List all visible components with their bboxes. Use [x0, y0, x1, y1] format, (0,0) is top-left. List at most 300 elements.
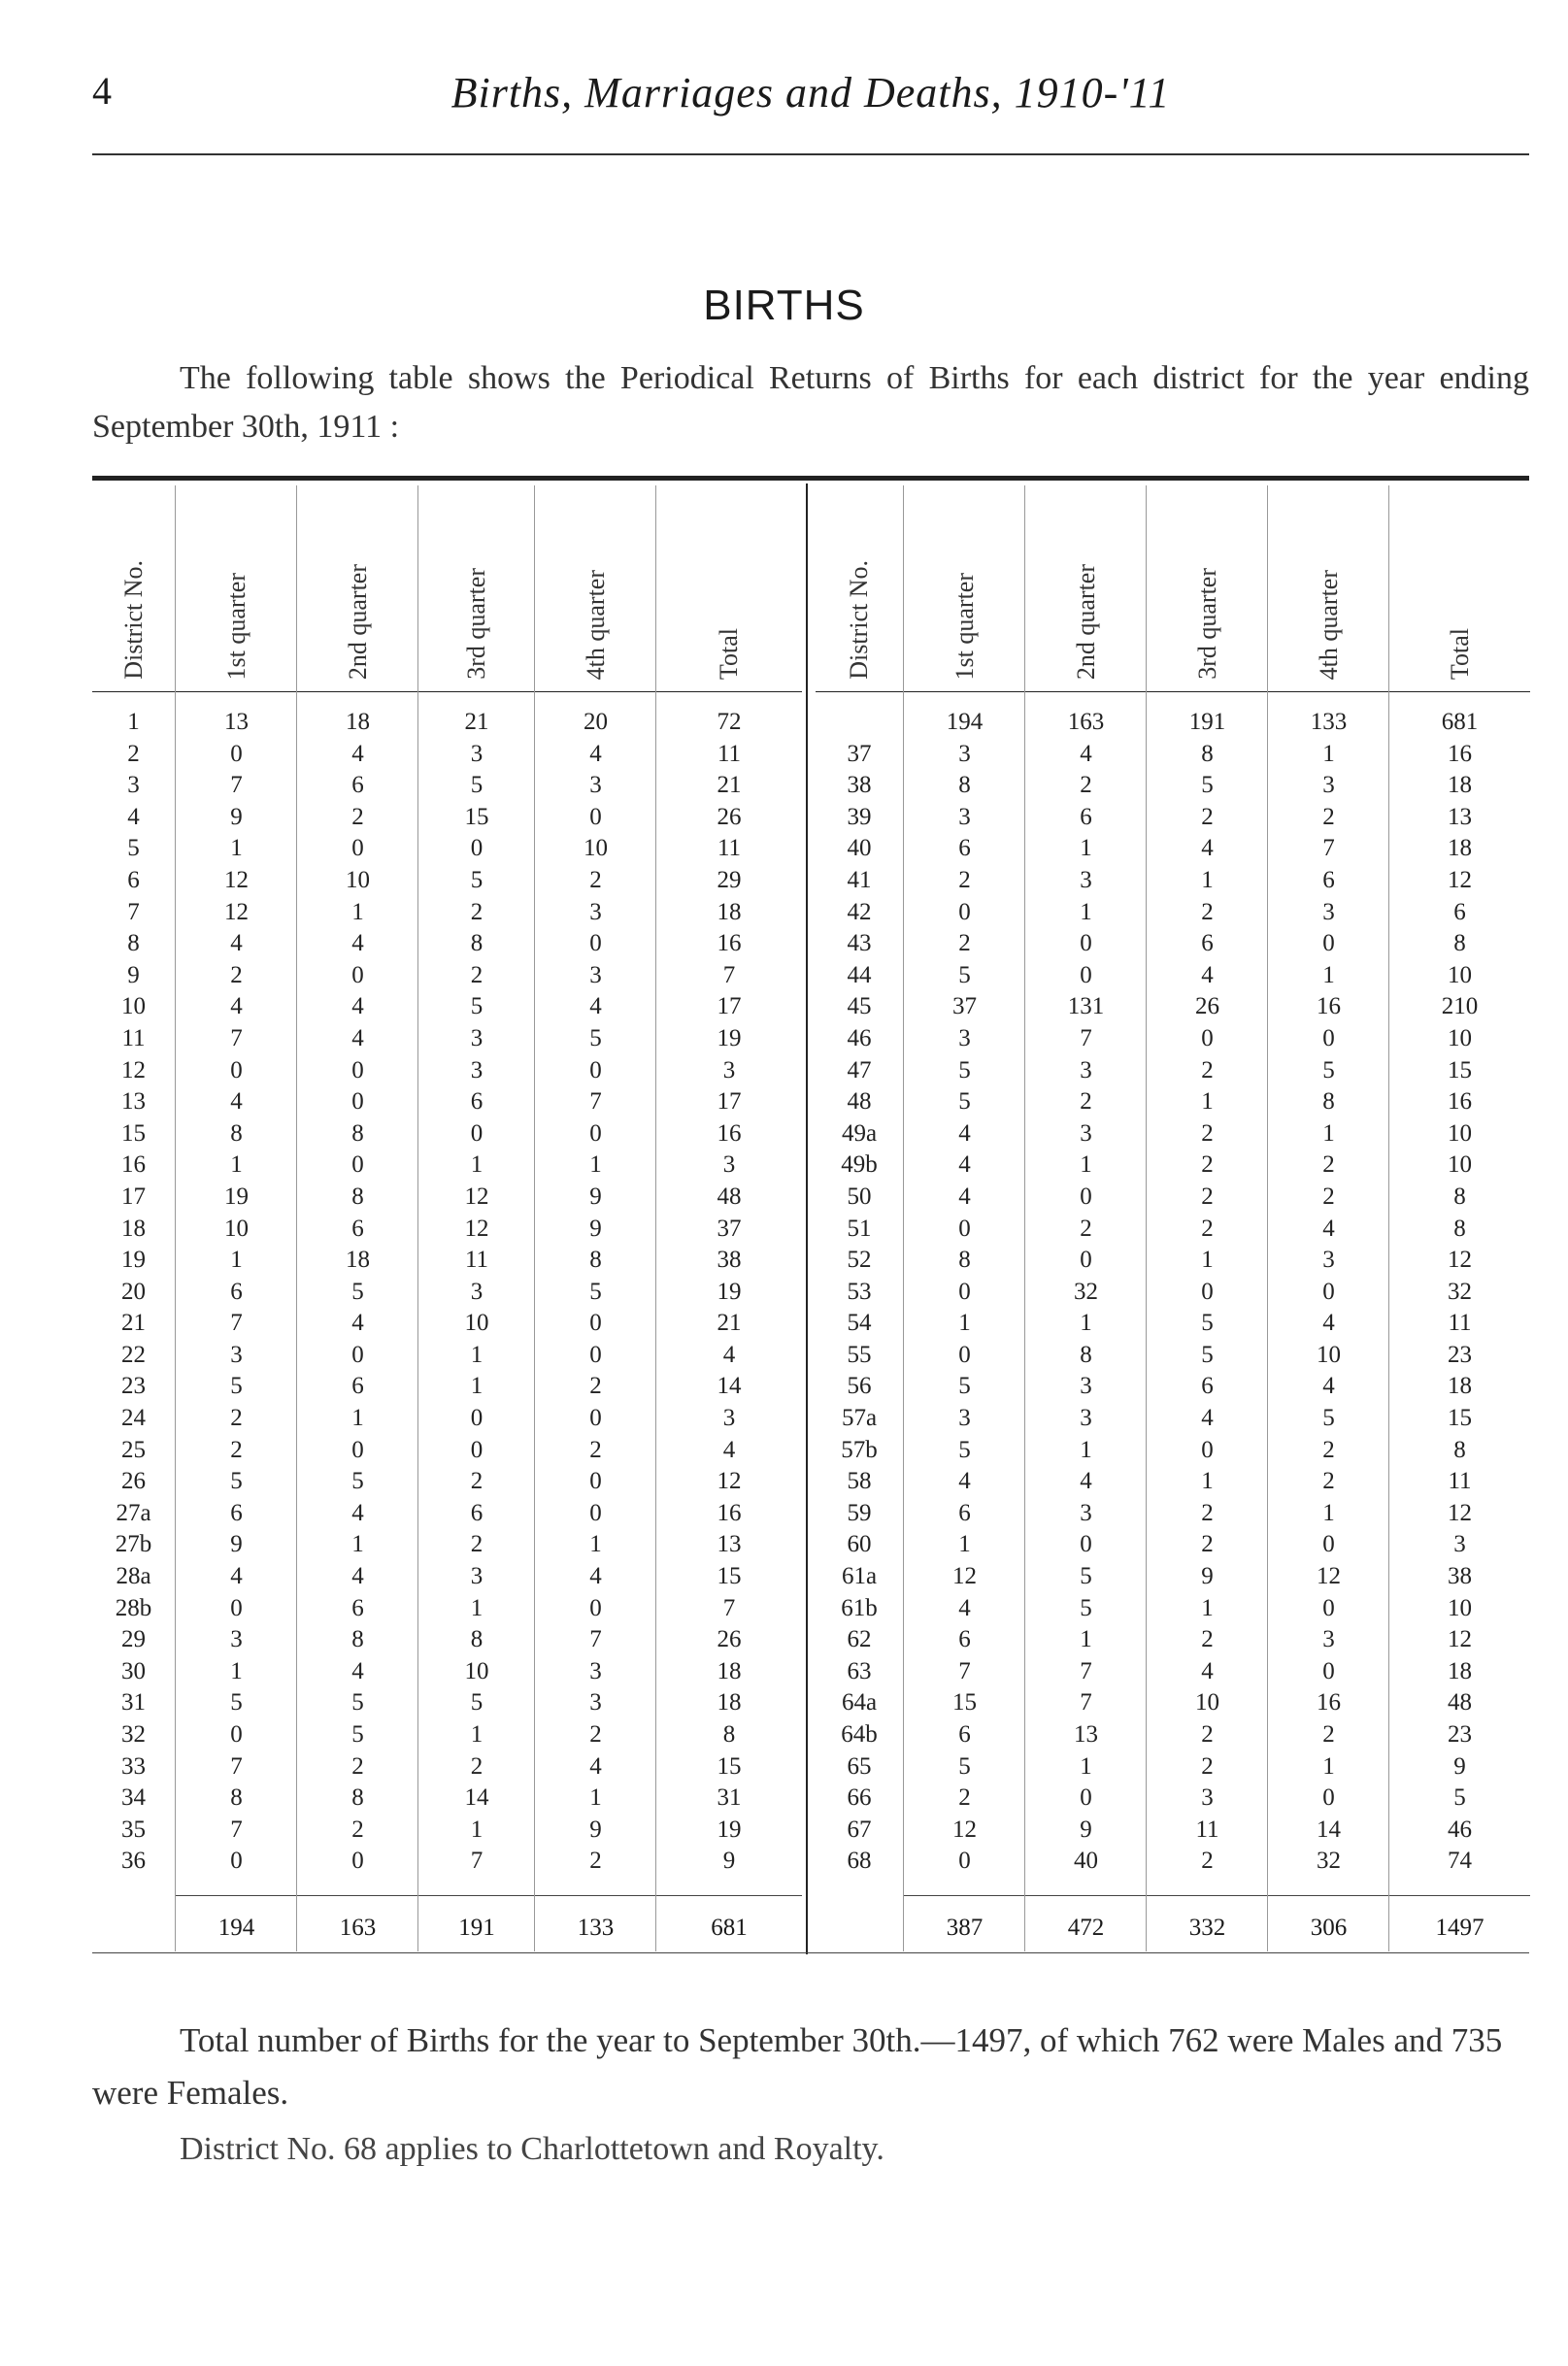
column-left-q1: [175, 485, 297, 1951]
table-cell: 3: [589, 898, 602, 925]
table-cell: 2: [470, 898, 484, 925]
table-cell: 16: [717, 930, 742, 957]
table-cell: 1: [470, 1816, 484, 1843]
column-cells: [176, 707, 297, 1878]
table-cell: 5: [230, 1373, 243, 1400]
table-cell: 2: [589, 1721, 602, 1748]
table-cell: 11: [121, 1024, 146, 1051]
table-cell: 16: [1448, 740, 1472, 767]
table-cell: 7: [589, 1088, 602, 1116]
table-cell: 8: [470, 930, 484, 957]
table-cell: 5: [351, 1278, 364, 1305]
table-cell: 2: [1322, 1151, 1335, 1179]
table-cell: 3: [958, 803, 971, 830]
table-cell: 5: [230, 1468, 243, 1495]
table-cell: 5: [1453, 1784, 1466, 1812]
table-cell: 0: [351, 1056, 364, 1083]
table-cell: 5: [1201, 1310, 1214, 1337]
table-cell: 681: [1441, 709, 1479, 735]
table-cell: 26: [121, 1468, 146, 1495]
table-cell: 3: [1322, 898, 1335, 925]
total-rule: [418, 1895, 535, 1896]
table-cell: 15: [952, 1689, 977, 1716]
table-cell: 32: [1448, 1278, 1472, 1305]
table-cell: 0: [1080, 1183, 1092, 1210]
table-cell: 2: [230, 961, 243, 988]
table-cell: 48: [1448, 1689, 1472, 1716]
table-cell: 9: [230, 803, 243, 830]
table-cell: 4: [1201, 961, 1214, 988]
table-cell: 3: [722, 1151, 736, 1179]
table-cell: 10: [1317, 1341, 1341, 1368]
table-cell: 18: [717, 898, 742, 925]
column-total: 472: [1067, 1915, 1105, 1941]
table-cell: 46: [847, 1024, 872, 1051]
column-header-label: District No.: [845, 560, 873, 680]
table-cell: 37: [717, 1215, 742, 1242]
table-cell: 4: [351, 1310, 364, 1337]
table-cell: 29: [121, 1626, 146, 1653]
table-cell: 6: [1201, 1373, 1214, 1400]
header-rule: [297, 691, 418, 692]
table-cell: 0: [351, 1341, 364, 1368]
table-cell: 48: [847, 1088, 872, 1116]
column-cells: [656, 707, 802, 1878]
table-cell: 4: [589, 993, 602, 1020]
table-cell: 4: [230, 1563, 243, 1590]
column-cells: [418, 707, 535, 1878]
column-left-q2: [296, 485, 418, 1951]
table-cell: 5: [958, 1373, 971, 1400]
header-rule: [1268, 691, 1389, 692]
table-cell: 15: [121, 1119, 146, 1147]
table-cell: 8: [351, 1183, 364, 1210]
column-header: [816, 490, 903, 689]
table-cell: 10: [1448, 1024, 1472, 1051]
table-cell: 3: [1322, 772, 1335, 799]
column-header-label: Total: [1445, 627, 1474, 680]
table-cell: 5: [470, 772, 484, 799]
column-header: [1268, 490, 1389, 689]
table-cell: 10: [464, 1657, 489, 1684]
column-total: 133: [577, 1915, 615, 1941]
column-cells: [1147, 707, 1268, 1878]
table-cell: 1: [1080, 1151, 1092, 1179]
table-cell: 5: [1201, 772, 1214, 799]
table-cell: 2: [1322, 1436, 1335, 1463]
table-cell: 6: [958, 835, 971, 862]
table-cell: 0: [351, 835, 364, 862]
table-cell: 8: [351, 1784, 364, 1812]
table-cell: 2: [1201, 803, 1214, 830]
table-cell: 3: [470, 1563, 484, 1590]
table-cell: 7: [1080, 1689, 1092, 1716]
table-cell: 61b: [841, 1594, 878, 1621]
table-cell: 0: [589, 1056, 602, 1083]
table-cell: 49b: [841, 1151, 878, 1179]
table-cell: 3: [1080, 1405, 1092, 1432]
table-cell: 9: [722, 1848, 736, 1875]
table-cell: 4: [958, 1119, 971, 1147]
table-cell: 3: [589, 1657, 602, 1684]
table-cell: 65: [847, 1752, 872, 1780]
table-cell: 0: [1322, 930, 1335, 957]
table-cell: 68: [847, 1848, 872, 1875]
table-cell: 5: [1080, 1563, 1092, 1590]
table-cell: 3: [127, 772, 140, 799]
table-cell: 10: [346, 866, 370, 893]
table-cell: 47: [847, 1056, 872, 1083]
table-cell: 11: [717, 835, 742, 862]
table-cell: 2: [1080, 1088, 1092, 1116]
table-cell: 10: [584, 835, 608, 862]
table-cell: 2: [1201, 1499, 1214, 1526]
table-cell: 1: [1201, 1088, 1214, 1116]
column-total: 163: [339, 1915, 377, 1941]
table-cell: 0: [589, 1594, 602, 1621]
table-cell: 5: [589, 1024, 602, 1051]
table-cell: 25: [121, 1436, 146, 1463]
table-cell: 1: [589, 1151, 602, 1179]
table-center-rule: [806, 483, 808, 1954]
table-cell: 11: [1195, 1816, 1219, 1843]
table-cell: 6: [230, 1499, 243, 1526]
table-cell: 13: [121, 1088, 146, 1116]
table-cell: 0: [351, 1088, 364, 1116]
table-cell: 44: [847, 961, 872, 988]
table-cell: 40: [1074, 1848, 1098, 1875]
table-cell: 4: [230, 930, 243, 957]
table-cell: 7: [127, 898, 140, 925]
table-cell: 8: [1453, 1436, 1466, 1463]
table-cell: 6: [958, 1626, 971, 1653]
table-cell: 5: [589, 1278, 602, 1305]
column-cells: [1025, 707, 1147, 1878]
table-cell: 57a: [841, 1405, 878, 1432]
table-cell: 18: [346, 709, 370, 735]
table-cell: 9: [127, 961, 140, 988]
table-cell: 0: [589, 1405, 602, 1432]
column-header-label: 2nd quarter: [1071, 563, 1100, 680]
table-cell: 1: [1080, 1436, 1092, 1463]
table-cell: 0: [958, 1278, 971, 1305]
table-cell: 5: [230, 1689, 243, 1716]
table-cell: 0: [351, 1848, 364, 1875]
table-cell: 0: [589, 1499, 602, 1526]
table-cell: 39: [847, 803, 872, 830]
table-cell: 3: [958, 1024, 971, 1051]
table-cell: 38: [1448, 1563, 1472, 1590]
column-header: [297, 490, 418, 689]
table-cell: 0: [230, 1056, 243, 1083]
table-cell: 4: [722, 1341, 736, 1368]
table-cell: 2: [351, 1752, 364, 1780]
table-cell: 24: [121, 1405, 146, 1432]
table-cell: 1: [470, 1594, 484, 1621]
header-rule: [535, 691, 656, 692]
table-cell: 4: [351, 1563, 364, 1590]
table-cell: 37: [952, 993, 977, 1020]
table-cell: 4: [1322, 1215, 1335, 1242]
table-cell: 15: [717, 1752, 742, 1780]
column-cells: [92, 707, 175, 1878]
table-cell: 3: [722, 1405, 736, 1432]
table-cell: 5: [1322, 1405, 1335, 1432]
table-cell: 13: [1074, 1721, 1098, 1748]
table-cell: 13: [224, 709, 249, 735]
table-cell: 3: [230, 1341, 243, 1368]
table-cell: 23: [121, 1373, 146, 1400]
table-cell: 6: [958, 1499, 971, 1526]
table-cell: 5: [351, 1689, 364, 1716]
table-cell: 0: [1080, 1784, 1092, 1812]
table-cell: 10: [1448, 1151, 1472, 1179]
table-cell: 74: [1448, 1848, 1472, 1875]
table-cell: 49a: [841, 1119, 878, 1147]
table-cell: 2: [1201, 1056, 1214, 1083]
births-summary: Total number of Births for the year to September 30th.—1497, of which 762 were Males and 735 were Females.: [92, 2021, 1503, 2112]
table-cell: 62: [847, 1626, 872, 1653]
table-cell: 6: [351, 1594, 364, 1621]
table-cell: 21: [464, 709, 489, 735]
table-cell: 3: [589, 772, 602, 799]
column-cells: [904, 707, 1025, 1878]
table-cell: 2: [1322, 1468, 1335, 1495]
table-cell: 4: [958, 1151, 971, 1179]
table-cell: 3: [1080, 1499, 1092, 1526]
table-cell: 12: [1317, 1563, 1341, 1590]
table-cell: 18: [1448, 835, 1472, 862]
table-cell: 2: [1201, 1119, 1214, 1147]
table-cell: 58: [847, 1468, 872, 1495]
table-cell: 6: [1201, 930, 1214, 957]
table-cell: 2: [230, 1405, 243, 1432]
table-cell: 7: [470, 1848, 484, 1875]
table-cell: 52: [847, 1247, 872, 1274]
table-cell: 2: [589, 866, 602, 893]
table-cell: 5: [1080, 1594, 1092, 1621]
table-cell: 3: [958, 740, 971, 767]
table-cell: 5: [470, 866, 484, 893]
table-cell: 0: [230, 1721, 243, 1748]
table-cell: 0: [589, 1119, 602, 1147]
table-cell: 5: [958, 1056, 971, 1083]
table-cell: 4: [230, 993, 243, 1020]
table-cell: 14: [717, 1373, 742, 1400]
table-cell: 9: [230, 1531, 243, 1558]
header-rule: [1025, 691, 1147, 692]
table-cell: 7: [1080, 1024, 1092, 1051]
table-cell: 2: [1201, 1626, 1214, 1653]
table-cell: 54: [847, 1310, 872, 1337]
table-cell: 4: [589, 1563, 602, 1590]
column-header: [1147, 490, 1268, 689]
table-cell: 7: [1080, 1657, 1092, 1684]
table-cell: 3: [1080, 1373, 1092, 1400]
table-cell: 9: [1453, 1752, 1466, 1780]
column-header-label: District No.: [118, 560, 148, 680]
table-cell: 8: [230, 1784, 243, 1812]
intro-paragraph: The following table shows the Periodical Returns of Births for each district for the year ending September 30th, 1911 :: [92, 360, 1529, 445]
table-cell: 1: [958, 1310, 971, 1337]
table-cell: 6: [351, 772, 364, 799]
table-cell: 12: [121, 1056, 146, 1083]
table-cell: 15: [464, 803, 489, 830]
table-cell: 4: [127, 803, 140, 830]
table-cell: 18: [346, 1247, 370, 1274]
table-cell: 2: [1080, 1215, 1092, 1242]
table-cell: 0: [1080, 930, 1092, 957]
table-cell: 2: [589, 1373, 602, 1400]
table-cell: 3: [1201, 1784, 1214, 1812]
table-cell: 17: [717, 1088, 742, 1116]
table-cell: 0: [589, 803, 602, 830]
table-cell: 0: [1322, 1531, 1335, 1558]
table-cell: 26: [717, 1626, 742, 1653]
table-cell: 4: [1201, 835, 1214, 862]
table-cell: 15: [717, 1563, 742, 1590]
table-cell: 3: [958, 1405, 971, 1432]
table-cell: 2: [958, 930, 971, 957]
running-title: Births, Marriages and Deaths, 1910-'11: [450, 69, 1171, 117]
table-cell: 1: [1201, 1468, 1214, 1495]
table-cell: 12: [224, 898, 249, 925]
table-cell: 21: [121, 1310, 146, 1337]
table-cell: 28b: [115, 1594, 152, 1621]
table-cell: 19: [717, 1278, 742, 1305]
table-cell: 7: [230, 772, 243, 799]
table-cell: 0: [958, 1341, 971, 1368]
table-cell: 16: [717, 1499, 742, 1526]
table-cell: 5: [470, 993, 484, 1020]
table-cell: 2: [351, 803, 364, 830]
column-left-q4: [534, 485, 656, 1951]
table-cell: 36: [121, 1848, 146, 1875]
table-cell: 12: [1448, 866, 1472, 893]
table-cell: 0: [958, 1215, 971, 1242]
table-cell: 30: [121, 1657, 146, 1684]
table-cell: 12: [1448, 1626, 1472, 1653]
table-cell: 7: [230, 1024, 243, 1051]
column-header: [656, 490, 802, 689]
table-cell: 18: [1448, 1373, 1472, 1400]
table-cell: 33: [121, 1752, 146, 1780]
table-cell: 2: [1322, 803, 1335, 830]
table-cell: 0: [470, 1405, 484, 1432]
table-cell: 1: [1322, 961, 1335, 988]
table-cell: 32: [1074, 1278, 1098, 1305]
table-cell: 2: [1201, 1183, 1214, 1210]
table-cell: 45: [847, 993, 872, 1020]
column-header-label: Total: [715, 627, 743, 680]
total-rule: [1268, 1895, 1389, 1896]
table-cell: 5: [351, 1721, 364, 1748]
table-cell: 37: [847, 740, 872, 767]
table-cell: 2: [1322, 1183, 1335, 1210]
column-header: [1389, 490, 1530, 689]
table-cell: 2: [1201, 1151, 1214, 1179]
table-cell: 10: [121, 993, 146, 1020]
column-left-district: [92, 485, 175, 1951]
table-cell: 1: [1080, 1626, 1092, 1653]
table-cell: 12: [464, 1183, 489, 1210]
table-cell: 16: [121, 1151, 146, 1179]
column-total: 1497: [1435, 1915, 1485, 1941]
page-header: [92, 60, 1529, 148]
table-cell: 51: [847, 1215, 872, 1242]
table-cell: 1: [230, 1247, 243, 1274]
table-cell: 2: [1201, 1215, 1214, 1242]
table-cell: 9: [589, 1816, 602, 1843]
table-cell: 0: [958, 898, 971, 925]
table-cell: 0: [1322, 1657, 1335, 1684]
table-cell: 1: [1322, 740, 1335, 767]
table-cell: 48: [717, 1183, 742, 1210]
table-cell: 1: [1080, 898, 1092, 925]
table-cell: 4: [958, 1183, 971, 1210]
table-cell: 10: [464, 1310, 489, 1337]
table-cell: 7: [230, 1310, 243, 1337]
table-cell: 0: [470, 1119, 484, 1147]
table-cell: 42: [847, 898, 872, 925]
table-cell: 3: [470, 740, 484, 767]
table-cell: 0: [351, 961, 364, 988]
header-rule: [1147, 691, 1268, 692]
table-cell: 59: [847, 1499, 872, 1526]
table-cell: 131: [1067, 993, 1105, 1020]
table-cell: 4: [1322, 1373, 1335, 1400]
table-cell: 3: [1080, 866, 1092, 893]
column-total: 194: [217, 1915, 255, 1941]
column-header: [535, 490, 656, 689]
table-cell: 2: [1201, 1531, 1214, 1558]
table-cell: 27b: [115, 1531, 152, 1558]
header-rule: [176, 691, 297, 692]
table-cell: 12: [464, 1215, 489, 1242]
table-cell: 3: [470, 1024, 484, 1051]
table-cell: 13: [717, 1531, 742, 1558]
table-cell: 2: [1080, 772, 1092, 799]
table-cell: 1: [230, 1657, 243, 1684]
table-cell: 4: [589, 1752, 602, 1780]
table-cell: 32: [1317, 1848, 1341, 1875]
table-cell: 1: [470, 1341, 484, 1368]
table-cell: 4: [351, 1024, 364, 1051]
column-header-label: 2nd quarter: [343, 563, 372, 680]
table-cell: 4: [722, 1436, 736, 1463]
table-cell: 3: [1080, 1056, 1092, 1083]
table-left-half: [92, 476, 801, 1956]
table-cell: 27a: [116, 1499, 151, 1526]
table-cell: 19: [717, 1816, 742, 1843]
table-cell: 1: [958, 1531, 971, 1558]
table-cell: 7: [722, 961, 736, 988]
column-header-label: 1st quarter: [221, 572, 250, 680]
table-cell: 38: [717, 1247, 742, 1274]
table-cell: 46: [1448, 1816, 1472, 1843]
table-cell: 2: [470, 1531, 484, 1558]
table-cell: 6: [470, 1088, 484, 1116]
table-cell: 1: [470, 1373, 484, 1400]
table-cell: 19: [717, 1024, 742, 1051]
table-cell: 0: [1201, 1024, 1214, 1051]
total-rule: [656, 1895, 802, 1896]
table-cell: 55: [847, 1341, 872, 1368]
column-right-total: [1388, 485, 1530, 1951]
table-cell: 12: [717, 1468, 742, 1495]
table-cell: 50: [847, 1183, 872, 1210]
column-header-label: 3rd quarter: [1192, 568, 1221, 680]
